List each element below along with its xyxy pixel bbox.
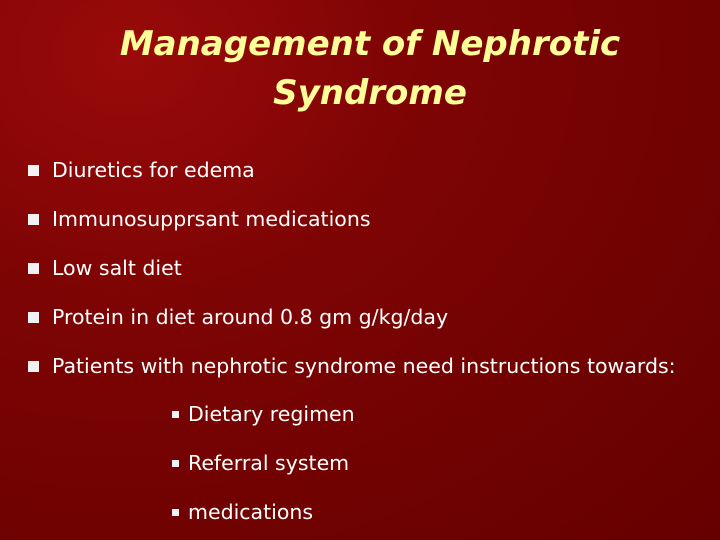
bullet-item	[28, 205, 371, 233]
square-bullet-icon	[28, 361, 39, 372]
bullet-text: Low salt diet	[52, 256, 182, 280]
square-bullet-icon	[28, 214, 39, 225]
bullet-item	[28, 303, 448, 331]
sub-bullet-text: Dietary regimen	[188, 402, 355, 426]
bullet-text: Protein in diet around 0.8 gm g/kg/day	[52, 305, 449, 329]
sub-bullet-item	[172, 400, 355, 428]
sub-bullet-item	[172, 449, 349, 477]
square-bullet-icon	[28, 165, 39, 176]
bullet-item	[28, 254, 182, 282]
small-square-bullet-icon	[172, 460, 179, 467]
bullet-text: Immunosupprsant medications	[52, 207, 371, 231]
small-square-bullet-icon	[172, 509, 179, 516]
sub-bullet-text: medications	[188, 500, 314, 524]
small-square-bullet-icon	[172, 411, 179, 418]
bullet-item	[28, 156, 255, 184]
bullet-item	[28, 352, 676, 380]
slide-title: Management of Nephrotic Syndrome	[119, 24, 621, 113]
square-bullet-icon	[28, 263, 39, 274]
bullet-text: Diuretics for edema	[52, 158, 255, 182]
square-bullet-icon	[28, 312, 39, 323]
sub-bullet-item	[172, 498, 313, 526]
bullet-text: Patients with nephrotic syndrome need instructions towards:	[52, 354, 676, 378]
sub-bullet-text: Referral system	[188, 451, 350, 475]
